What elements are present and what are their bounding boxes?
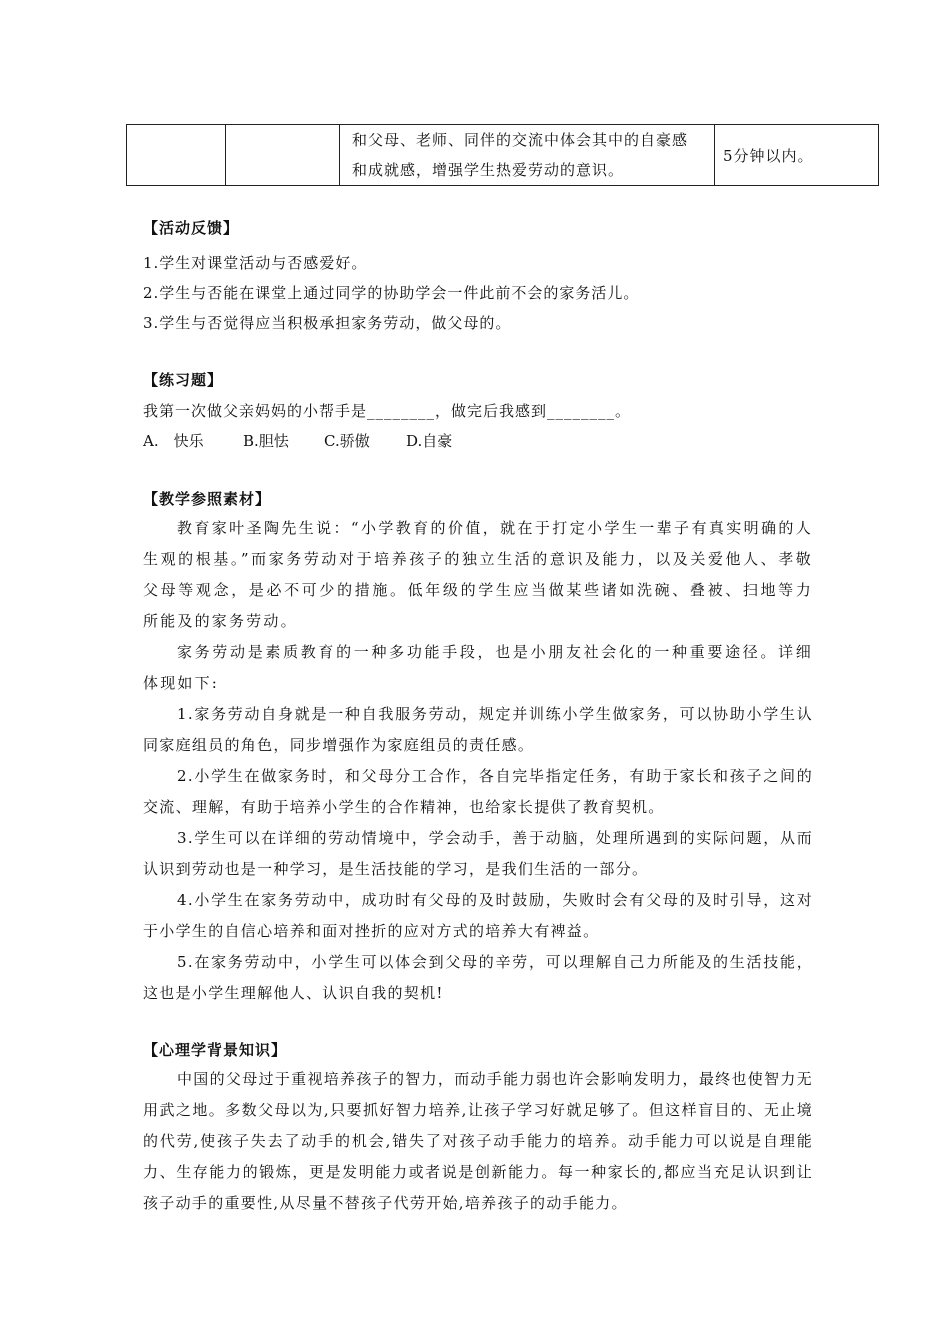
feedback-section: [143, 216, 813, 338]
table-cell-activity: [340, 125, 715, 186]
exercise-heading: 【练习题】: [143, 371, 224, 389]
lesson-plan-table-fragment: [126, 124, 879, 186]
exercise-section: [143, 368, 813, 456]
table-row: [127, 125, 879, 186]
feedback-item-2: 2.学生与否能在课堂上通过同学的协助学会一件此前不会的家务活儿。: [143, 284, 640, 302]
reference-heading: 【教学参照素材】: [143, 490, 272, 508]
option-c: C.骄傲: [324, 432, 370, 450]
reference-paragraph-1: 教育家叶圣陶先生说：“小学教育的价值，就在于打定小学生一辈子有真实明确的人生观的根基。”而家务劳动对于培养孩子的独立生活的意识及能力，以及关爱他人、孝敬父母等观念，是必不可少的措施。低年级的学生应当做某些诸如洗碗、叠被、扫地等力所能及的家务劳动。: [143, 519, 813, 630]
activity-text-line-1: 和父母、老师、同伴的交流中体会其中的自豪感: [352, 131, 689, 149]
feedback-item-1: 1.学生对课堂活动与否感爱好。: [143, 254, 368, 272]
option-a: A. 快乐: [143, 432, 204, 450]
reference-point-2: 2.小学生在做家务时，和父母分工合作，各自完毕指定任务，有助于家长和孩子之间的交流、理解，有助于培养小学生的合作精神，也给家长提供了教育契机。: [143, 767, 813, 816]
reference-paragraph-2: 家务劳动是素质教育的一种多功能手段，也是小朋友社会化的一种重要途径。详细体现如下:: [143, 643, 813, 692]
reference-point-5: 5.在家务劳动中，小学生可以体会到父母的辛劳，可以理解自己力所能及的生活技能，这也是小学生理解他人、认识自我的契机!: [143, 953, 813, 1002]
activity-text-line-2: 和成就感，增强学生热爱劳动的意识。: [352, 161, 625, 179]
table-cell-empty-2: [226, 125, 340, 186]
psychology-paragraph: 中国的父母过于重视培养孩子的智力，而动手能力弱也许会影响发明力，最终也使智力无用武之地。多数父母以为,只要抓好智力培养,让孩子学习好就足够了。但这样盲目的、无止境的代劳,使孩子失去了动手的机会,错失了对孩子动手能力的培养。动手能力可以说是自理能力、生存能力的锻炼，更是发明能力或者说是创新能力。每一种家长的,都应当充足认识到让孩子动手的重要性,从尽量不替孩子代劳开始,培养孩子的动手能力。: [143, 1070, 813, 1212]
exercise-question: 我第一次做父亲妈妈的小帮手是________，做完后我感到________。: [143, 402, 632, 420]
feedback-item-3: 3.学生与否觉得应当积极承担家务劳动，做父母的。: [143, 314, 512, 332]
option-d: D.自豪: [406, 432, 453, 450]
reference-point-1: 1.家务劳动自身就是一种自我服务劳动，规定并训练小学生做家务，可以协助小学生认同家庭组员的角色，同步增强作为家庭组员的责任感。: [143, 705, 813, 754]
reference-point-4: 4.小学生在家务劳动中，成功时有父母的及时鼓励，失败时会有父母的及时引导，这对于小学生的自信心培养和面对挫折的应对方式的培养大有裨益。: [143, 891, 813, 940]
table-cell-empty-1: [127, 125, 226, 186]
feedback-heading: 【活动反馈】: [143, 219, 240, 237]
psychology-heading: 【心理学背景知识】: [143, 1041, 288, 1059]
reference-section: [143, 487, 813, 1009]
option-b: B.胆怯: [243, 432, 289, 450]
exercise-options: [143, 426, 813, 456]
reference-point-3: 3.学生可以在详细的劳动情境中，学会动手，善于动脑，处理所遇到的实际问题，从而认识到劳动也是一种学习，是生活技能的学习，是我们生活的一部分。: [143, 829, 813, 878]
table-cell-duration: 5分钟以内。: [715, 125, 879, 186]
psychology-section: [143, 1038, 813, 1219]
